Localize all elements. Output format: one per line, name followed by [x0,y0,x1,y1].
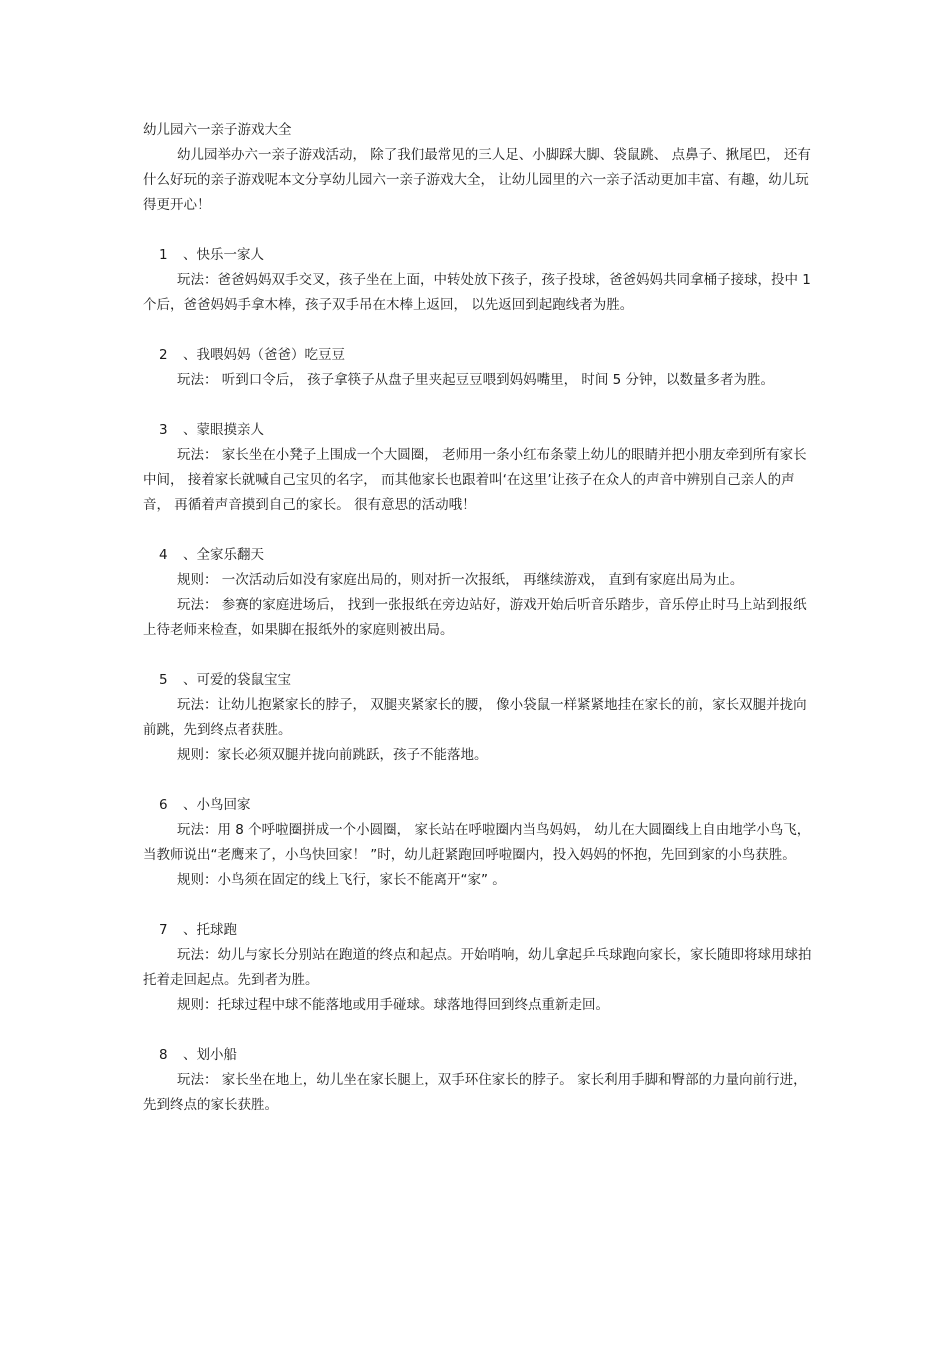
section-title: 、划小船 [183,1047,237,1063]
section-number: 8 [159,1047,168,1063]
game-section [143,418,813,518]
section-number: 7 [159,922,168,938]
game-section [143,1043,813,1118]
section-heading [143,543,813,568]
game-section [143,918,813,1018]
game-section [143,793,813,893]
section-paragraph: 玩法： 听到口令后， 孩子拿筷子从盘子里夹起豆豆喂到妈妈嘴里， 时间 5 分钟，以数量多者为胜。 [177,372,775,388]
section-heading [143,418,813,443]
section-paragraph: 规则：小鸟须在固定的线上飞行，家长不能离开“家” 。 [177,872,506,888]
game-section [143,343,813,393]
section-title: 、小鸟回家 [183,797,251,813]
section-paragraph: 玩法：用 8 个呼啦圈拼成一个小圆圈， 家长站在呼啦圈内当鸟妈妈， 幼儿在大圆圈线上自由地学小鸟飞，当教师说出“老鹰来了，小鸟快回家！ ”时，幼儿赶紧跑回呼啦圈内，投入妈妈的怀抱，先回到家的小鸟获胜。 [143,822,811,863]
section-title: 、蒙眼摸亲人 [183,422,264,438]
section-paragraph: 规则：家长必须双腿并拢向前跳跃，孩子不能落地。 [177,747,488,763]
intro-paragraph: 幼儿园举办六一亲子游戏活动， 除了我们最常见的三人足、小脚踩大脚、袋鼠跳、 点鼻子、揪尾巴， 还有什么好玩的亲子游戏呢本文分享幼儿园六一亲子游戏大全， 让幼儿园里的六一亲子活动更加丰富、有趣，幼儿玩得更开心！ [143,147,811,213]
sections-container [143,243,813,1118]
section-number: 1 [159,247,168,263]
section-number: 3 [159,422,168,438]
section-title: 、快乐一家人 [183,247,264,263]
game-section [143,668,813,768]
section-paragraph: 玩法： 参赛的家庭进场后， 找到一张报纸在旁边站好，游戏开始后听音乐踏步，音乐停止时马上站到报纸上待老师来检查，如果脚在报纸外的家庭则被出局。 [143,597,807,638]
section-heading [143,243,813,268]
section-title: 、可爱的袋鼠宝宝 [183,672,291,688]
section-heading [143,793,813,818]
section-number: 6 [159,797,168,813]
section-title: 、托球跑 [183,922,237,938]
section-number: 5 [159,672,168,688]
section-heading [143,668,813,693]
section-heading [143,343,813,368]
document-body [143,118,813,1118]
section-number: 2 [159,347,168,363]
game-section [143,543,813,643]
section-paragraph: 玩法：让幼儿抱紧家长的脖子， 双腿夹紧家长的腰， 像小袋鼠一样紧紧地挂在家长的前，家长双腿并拢向前跳，先到终点者获胜。 [143,697,807,738]
section-title: 、我喂妈妈（爸爸）吃豆豆 [183,347,345,363]
document-title: 幼儿园六一亲子游戏大全 [143,122,292,138]
section-paragraph: 规则： 一次活动后如没有家庭出局的，则对折一次报纸， 再继续游戏， 直到有家庭出局为止。 [177,572,744,588]
section-paragraph: 玩法：幼儿与家长分别站在跑道的终点和起点。开始哨响，幼儿拿起乒乓球跑向家长，家长随即将球用球拍托着走回起点。先到者为胜。 [143,947,812,988]
section-heading [143,918,813,943]
section-heading [143,1043,813,1068]
section-number: 4 [159,547,168,563]
section-title: 、全家乐翻天 [183,547,264,563]
section-paragraph: 规则：托球过程中球不能落地或用手碰球。球落地得回到终点重新走回。 [177,997,609,1013]
game-section [143,243,813,318]
section-paragraph: 玩法：爸爸妈妈双手交叉，孩子坐在上面，中转处放下孩子，孩子投球，爸爸妈妈共同拿桶子接球，投中 1 个后，爸爸妈妈手拿木棒，孩子双手吊在木棒上返回， 以先返回到起跑线者为胜。 [143,272,811,313]
section-paragraph: 玩法： 家长坐在小凳子上围成一个大圆圈， 老师用一条小红布条蒙上幼儿的眼睛并把小朋友牵到所有家长中间， 接着家长就喊自己宝贝的名字， 而其他家长也跟着叫‘在这里’让孩子在众人的声音中辨别自己亲人的声音， 再循着声音摸到自己的家长。 很有意思的活动哦！ [143,447,807,513]
section-paragraph: 玩法： 家长坐在地上，幼儿坐在家长腿上，双手环住家长的脖子。 家长利用手脚和臀部的力量向前行进，先到终点的家长获胜。 [143,1072,807,1113]
